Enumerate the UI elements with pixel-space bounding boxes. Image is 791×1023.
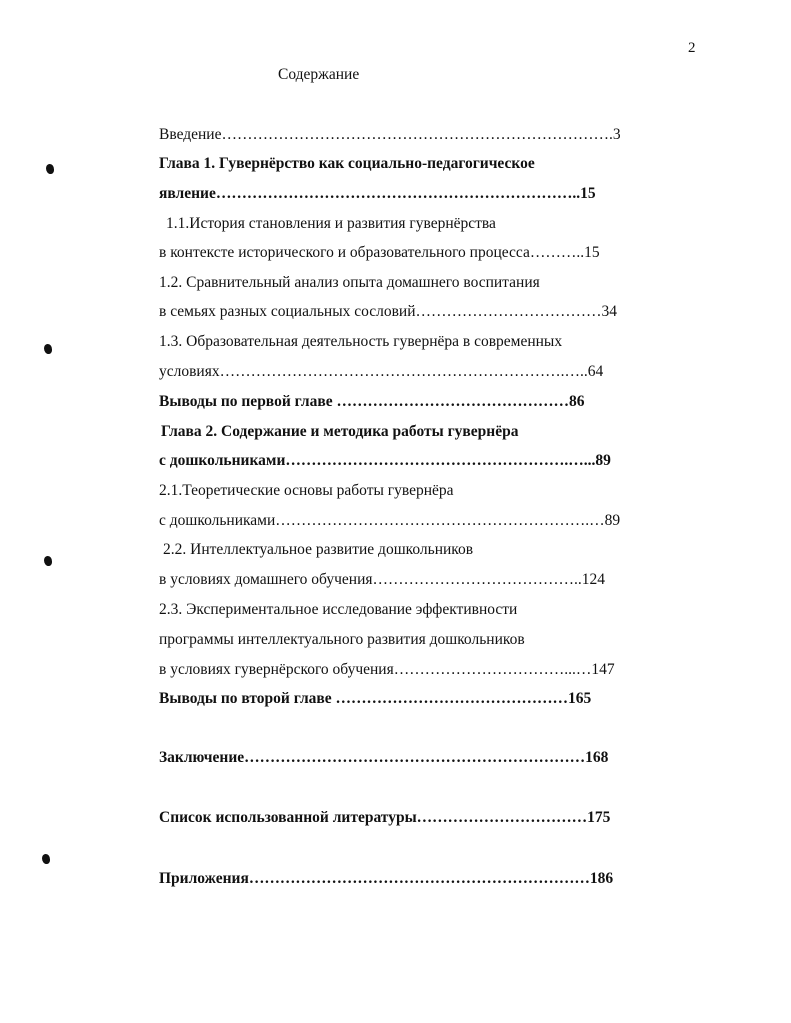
page-title: Содержание [278, 66, 360, 83]
toc-entry-1-1-cont: в контексте исторического и образовательного процесса………..15 [159, 244, 600, 261]
toc-entry-2-1: 2.1.Теоретические основы работы гувернёра [159, 482, 454, 499]
toc-entry-conclusions-2: Выводы по второй главе ………………………………………165 [159, 690, 592, 707]
toc-entry-2-3-line-3: в условиях гувернёрского обучения……………………………...…147 [159, 661, 615, 678]
toc-entry-1-3-cont: условиях………………………………………………………….…..64 [159, 363, 604, 380]
toc-entry-2-2-cont: в условиях домашнего обучения…………………………………..124 [159, 571, 605, 588]
toc-entry-conclusion: Заключение…………………………………………………………168 [159, 749, 609, 766]
toc-entry-1-2-cont: в семьях разных социальных сословий………………………………34 [159, 303, 618, 320]
toc-entry-1-2: 1.2. Сравнительный анализ опыта домашнего воспитания [159, 274, 540, 291]
toc-entry-chapter-2: Глава 2. Содержание и методика работы гувернёра [161, 423, 519, 440]
binding-hole-mark [42, 854, 50, 864]
binding-hole-mark [44, 344, 52, 354]
binding-hole-mark [44, 556, 52, 566]
toc-entry-introduction: Введение………………………………………………………………….3 [159, 126, 621, 143]
toc-entry-conclusions-1: Выводы по первой главе ………………………………………86 [159, 393, 585, 410]
toc-entry-1-3: 1.3. Образовательная деятельность гувернёра в современных [159, 333, 563, 350]
binding-hole-mark [46, 164, 54, 174]
toc-entry-2-3: 2.3. Экспериментальное исследование эффективности [159, 601, 518, 618]
toc-entry-chapter-1: Глава 1. Гувернёрство как социально-педагогическое [159, 155, 535, 172]
page-number: 2 [688, 40, 696, 56]
toc-entry-bibliography: Список использованной литературы……………………………175 [159, 809, 611, 826]
toc-entry-1-1: 1.1.История становления и развития гувернёрства [166, 215, 496, 232]
toc-entry-2-1-cont: с дошкольниками…………………………………………………….…89 [159, 512, 621, 529]
toc-entry-appendices: Приложения…………………………………………………………186 [159, 870, 614, 887]
toc-entry-chapter-2-cont: с дошкольниками……………………………………………….…...89 [159, 452, 611, 469]
toc-entry-chapter-1-cont: явление……………………………………………………………..15 [159, 185, 596, 202]
toc-entry-2-3-line-2: программы интеллектуального развития дошкольников [159, 631, 525, 648]
toc-entry-2-2: 2.2. Интеллектуальное развитие дошкольников [163, 541, 474, 558]
